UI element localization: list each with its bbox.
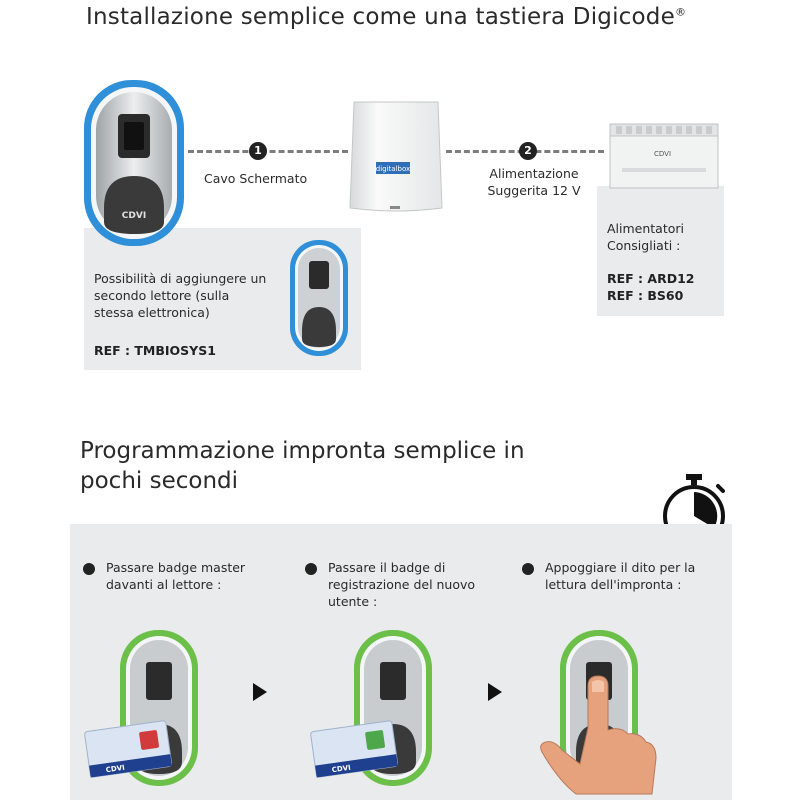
step-1-text: Passare badge master davanti al lettore : bbox=[106, 560, 246, 592]
reader-brand-text: CDVI bbox=[121, 211, 147, 221]
power-supply-title: Alimentatori Consigliati : bbox=[607, 221, 685, 253]
programming-title: Programmazione impronta semplice in pochi secondi bbox=[80, 438, 525, 494]
psu-brand-text: CDVI bbox=[654, 150, 672, 158]
master-badge-card bbox=[83, 718, 173, 778]
step-1-badge: 1 bbox=[249, 142, 267, 160]
power-supply-ref-ard12: REF : ARD12 bbox=[607, 271, 695, 286]
card-brand-text-2: CDVI bbox=[331, 763, 352, 775]
second-reader-text: Possibilità di aggiungere un secondo lettore (sulla stessa elettronica) bbox=[94, 271, 267, 320]
power-supply-ref-bs60: REF : BS60 bbox=[607, 288, 684, 303]
next-step-arrow-2 bbox=[488, 683, 502, 701]
second-reader-ref: REF : TMBIOSYS1 bbox=[94, 343, 216, 358]
step-3-text: Appoggiare il dito per la lettura dell'impronta : bbox=[545, 560, 696, 592]
step-1-bullet bbox=[83, 563, 95, 575]
registered-mark: ® bbox=[674, 5, 687, 19]
step-2-badge: 2 bbox=[519, 142, 537, 160]
finger-hand bbox=[536, 668, 660, 798]
step-2-text: Passare il badge di registrazione del nuovo utente : bbox=[328, 560, 476, 609]
biometric-reader-second bbox=[289, 239, 349, 357]
card-brand-text-1: CDVI bbox=[105, 763, 126, 775]
next-step-arrow-1 bbox=[253, 683, 267, 701]
controller-label: digitalbox bbox=[375, 165, 411, 173]
shielded-cable-label: Cavo Schermato bbox=[204, 171, 308, 186]
biometric-reader-main bbox=[82, 78, 186, 248]
power-supply-unit bbox=[608, 122, 720, 192]
controller-box bbox=[348, 98, 444, 216]
power-label: Alimentazione Suggerita 12 V bbox=[487, 166, 581, 198]
shielded-cable-line bbox=[188, 150, 348, 153]
step-2-bullet bbox=[305, 563, 317, 575]
user-badge-card bbox=[309, 718, 399, 778]
title-text: Installazione semplice come una tastiera Digicode bbox=[86, 4, 675, 30]
step-3-bullet bbox=[522, 563, 534, 575]
page-title bbox=[86, 4, 686, 30]
